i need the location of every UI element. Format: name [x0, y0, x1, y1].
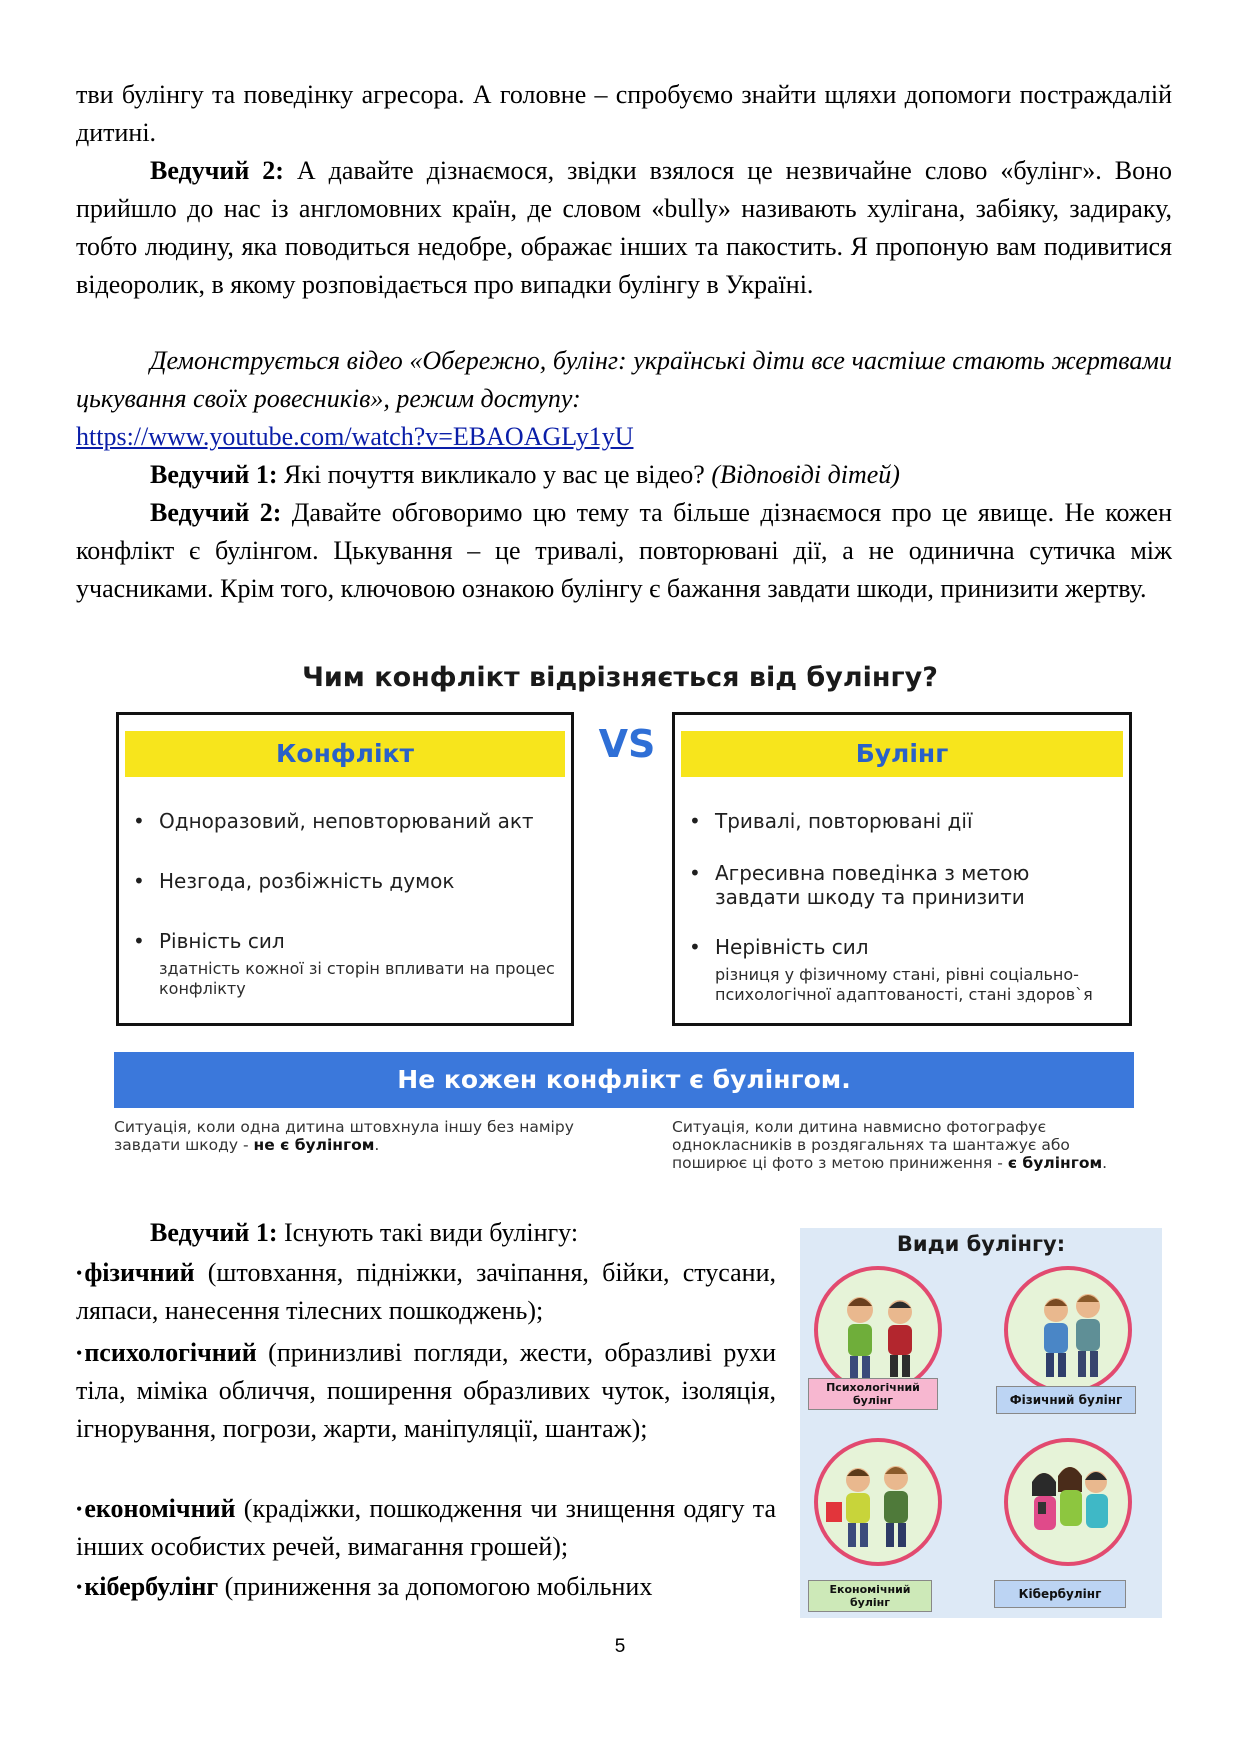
paragraph-host2-origin: Ведучий 2: А давайте дізнаємося, звідки взялося це незвичайне слово «булінг». Воно прийшло до нас із англомовних країн, де словом «bully» називають хулігана, забіяку, задираку, тобто людину, яка поводиться недобре, ображає інших та пакостить. Я пропоную вам подивитися відеоролик, в якому розповідається про випадки булінгу в Україні.	[76, 156, 1172, 299]
paragraph-intro: тви булінгу та поведінку агресора. А головне – спробуємо знайти щляхи допомоги постраждалій дитині.	[76, 80, 1172, 147]
example-not-bullying: Ситуація, коли одна дитина штовхнула іншу без наміру завдати шкоду - не є булінгом.	[114, 1118, 574, 1154]
bullying-types-image	[800, 1228, 1162, 1618]
economic-illustration	[814, 1438, 942, 1566]
conflict-box	[116, 712, 574, 1026]
type-economic: •економічний (крадіжки, пошкодження чи знищення одягу та інших особистих речей, вимагання грошей);	[76, 1494, 776, 1561]
list-item: • Нерівність сил різниця у фізичному стані, рівні соціально-психологічної адаптованості, стані здоров`я	[689, 935, 1093, 1004]
list-item: • Агресивна поведінка з метою завдати шкоду та принизити	[689, 861, 1030, 909]
bullying-heading: Булінг	[681, 731, 1123, 777]
list-item: • Рівність сил здатність кожної зі сторін впливати на процес конфлікту	[133, 929, 555, 998]
speaker-label: Ведучий 2:	[150, 156, 284, 185]
list-item: • Незгода, розбіжність думок	[133, 869, 455, 893]
speaker-label: Ведучий 2:	[150, 498, 282, 527]
physical-illustration	[1004, 1266, 1132, 1394]
conflict-banner: Не кожен конфлікт є булінгом.	[114, 1052, 1134, 1108]
example-bullying: Ситуація, коли дитина навмисно фотографує однокласників в роздягальнях та шантажує або поширює ці фото з метою приниження - є булінгом.	[672, 1118, 1108, 1172]
paragraph-video-note: Демонструється відео «Обережно, булінг: українські діти все частіше стають жертвами цькування своїх ровесників», режим доступу: https://www.youtube.com/watch?v=EBAOAGLy1yU	[76, 346, 1172, 451]
paragraph-host2-discussion: Ведучий 2: Давайте обговоримо цю тему та більше дізнаємося про це явище. Не кожен конфлікт є булінгом. Цькування – це тривалі, повторювані дії, а не одинична сутичка між учасниками. Крім того, ключовою ознакою булінгу є бажання завдати шкоди, принизити жертву.	[76, 498, 1172, 603]
pushing-kids-icon	[1008, 1270, 1128, 1390]
label-psychological: Психологічний булінг	[808, 1378, 938, 1410]
cyber-illustration	[1004, 1438, 1132, 1566]
conflict-list	[129, 809, 563, 999]
bullying-box	[672, 712, 1132, 1026]
types-intro: Ведучий 1: Існують такі види булінгу:	[150, 1218, 579, 1247]
type-cyber: •кібербулінг (приниження за допомогою мобільних	[76, 1572, 653, 1601]
list-item: • Одноразовий, неповторюваний акт	[133, 809, 534, 833]
infographic-title: Чим конфлікт відрізняється від булінгу?	[302, 662, 938, 693]
speaker-label: Ведучий 1:	[150, 460, 278, 489]
label-cyber: Кібербулінг	[994, 1580, 1126, 1608]
two-kids-icon	[818, 1270, 938, 1390]
page-number: 5	[614, 1636, 626, 1657]
bullying-list	[685, 809, 1121, 1005]
types-image-title: Види булінгу:	[896, 1232, 1066, 1256]
type-psychological: •психологічний (принизливі погляди, жести, образливі рухи тіла, міміка обличчя, поширення образливих чуток, ізоляція, ігнорування, погрози, жарти, маніпуляції, шантаж);	[76, 1338, 776, 1443]
label-economic: Економічний булінг	[808, 1580, 932, 1612]
video-link[interactable]: https://www.youtube.com/watch?v=EBAOAGLy1yU	[76, 422, 634, 451]
vs-label: VS	[598, 722, 656, 766]
phone-kids-icon	[1008, 1442, 1128, 1562]
grabbing-kids-icon	[818, 1442, 938, 1562]
speaker-label: Ведучий 1:	[150, 1218, 278, 1247]
list-item: • Тривалі, повторювані дії	[689, 809, 973, 833]
type-physical: •фізичний (штовхання, підніжки, зачіпання, бійки, стусани, ляпаси, нанесення тілесних пошкоджень);	[76, 1258, 776, 1325]
paragraph-host1-question: Ведучий 1: Які почуття викликало у вас це відео? (Відповіді дітей)	[150, 460, 900, 489]
psychological-illustration	[814, 1266, 942, 1394]
conflict-heading: Конфлікт	[125, 731, 565, 777]
label-physical: Фізичний булінг	[996, 1386, 1136, 1414]
